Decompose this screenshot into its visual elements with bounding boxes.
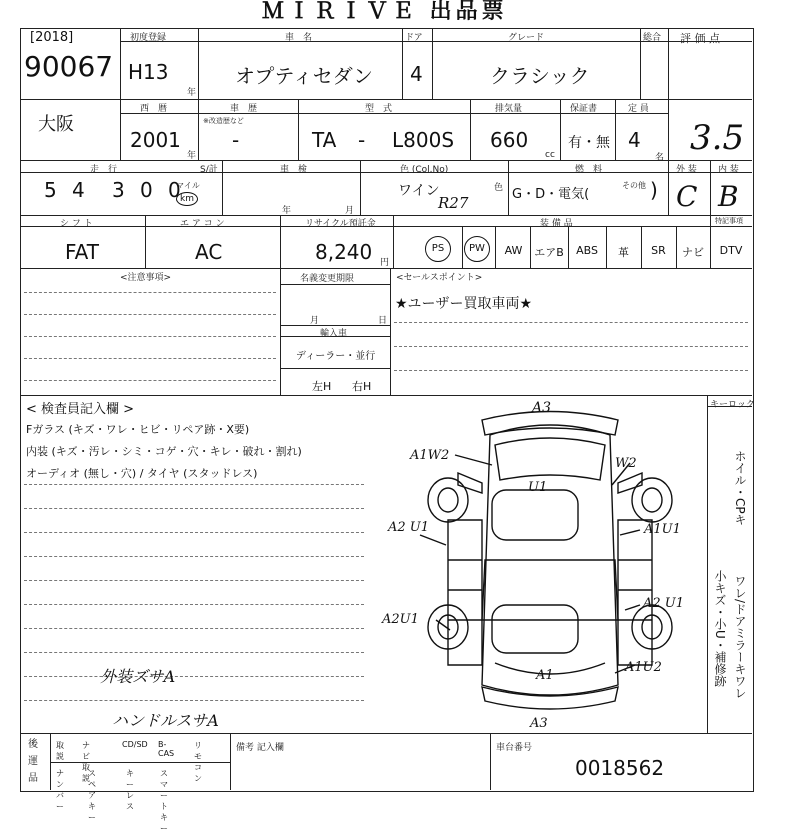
interior-grade: B — [718, 180, 739, 213]
label-car-history-sub: ※改造歴など — [203, 117, 244, 125]
accessory-keyless: キーレス — [126, 769, 134, 811]
label-name-change: 名義変更期限 — [300, 274, 355, 284]
inspector-header: < 検査員記入欄 > — [26, 402, 135, 417]
damage-mark-rear-quarter: A1U2 — [625, 660, 662, 675]
label-score: 評 価 点 — [680, 32, 720, 45]
label-mileage: 走 行 — [90, 165, 118, 175]
label-people: 名 — [655, 153, 665, 163]
model-year-value: 2001 — [130, 128, 181, 152]
right-vertical-2: ワレ/ドアミラーキワレ — [733, 575, 747, 700]
label-fuel-other: その他 — [622, 181, 646, 190]
label-model-year: 西 暦 — [140, 104, 168, 114]
label-door: ドア — [405, 33, 423, 43]
accessory-plate: ナンバー — [56, 769, 64, 811]
accessory-cd-sd: CD/SD — [122, 740, 148, 749]
mileage-unit-km: km — [176, 192, 198, 206]
label-type: 型 式 — [365, 104, 393, 114]
equipment-dtv: DTV — [719, 244, 743, 257]
right-vertical-1: ホイル・CPキ — [733, 450, 747, 526]
label-cc: cc — [545, 150, 555, 160]
right-vertical-3: 小キズ・小U・補修跡 — [713, 570, 727, 687]
recycle-value: 8,240 — [315, 240, 373, 264]
equipment-navi: ナビ — [682, 246, 704, 259]
equipment-leather: 革 — [618, 246, 629, 259]
label-keylock: キーロック — [710, 400, 755, 410]
accessory-navi-manual: ナビ取説 — [82, 741, 90, 783]
warranty-value: 有・無 — [568, 135, 610, 151]
label-fuel: 燃 料 — [575, 165, 603, 175]
damage-mark-mirror-right: W2 — [615, 456, 637, 471]
label-mileage-sub: S/計 — [200, 165, 218, 175]
label-car-history: 車 歴 — [230, 104, 258, 114]
color-code: R27 — [438, 194, 469, 212]
accessory-bcas: B-CAS — [158, 740, 175, 758]
fuel-value: G・D・電気( — [512, 187, 590, 202]
damage-mark-roof: U1 — [528, 480, 548, 495]
label-nen-3: 年 — [282, 206, 292, 216]
equipment-abs: ABS — [576, 244, 598, 257]
label-name: 車 名 — [285, 33, 313, 43]
document-title: ＭＩＲＩＶＥ 出品票 — [262, 0, 508, 24]
accessory-spare-key: スペアキー — [88, 769, 96, 822]
lot-location: 大阪 — [38, 114, 74, 135]
label-inspection: 車 検 — [280, 165, 308, 175]
damage-mark-rear-right: A2 U1 — [643, 596, 685, 611]
equipment-airbag: エアB — [534, 246, 564, 259]
damage-mark-bumper-rear: A3 — [530, 716, 548, 731]
notes-header: <注意事項> — [120, 273, 172, 283]
equipment-pw: PW — [464, 236, 490, 262]
accessory-remote: リモコン — [194, 741, 202, 783]
label-displacement: 排気量 — [495, 104, 523, 114]
sales-points-header: <セールスポイント> — [396, 273, 483, 283]
damage-mark-front-left: A1W2 — [410, 448, 450, 463]
dealer-option: ディーラー・並行 — [296, 351, 376, 362]
label-import: 輸入車 — [320, 329, 348, 339]
vehicle-name: オプティセダン — [235, 64, 373, 88]
type-prefix: TA — [312, 128, 337, 152]
shift-value: FAT — [65, 240, 100, 264]
car-diagram — [400, 395, 700, 735]
inspector-line-1: Fガラス (キズ・ワレ・ヒビ・リペア跡・X要) — [26, 423, 250, 436]
type-code: L800S — [392, 128, 455, 152]
damage-mark-top: A3 — [532, 400, 552, 416]
mileage-digit: 4 — [72, 178, 85, 202]
label-shift: シ フ ト — [60, 219, 93, 229]
lot-number: 90067 — [24, 50, 114, 83]
equipment-sr: SR — [651, 244, 666, 257]
drive-left: 左H — [312, 380, 332, 393]
label-tsuki: 月 — [345, 206, 355, 216]
label-points-short: 総合 — [643, 33, 662, 43]
exterior-grade: C — [676, 180, 698, 213]
damage-mark-left-door: A2 U1 — [388, 520, 430, 535]
capacity-value: 4 — [628, 128, 641, 152]
damage-mark-rear: A1 — [536, 668, 554, 683]
label-aircon: エ ア コ ン — [180, 219, 225, 229]
label-warranty: 保証書 — [570, 104, 598, 114]
label-interior: 内 装 — [718, 165, 739, 175]
mileage-digit: 0 — [168, 178, 181, 202]
equipment-aw: AW — [504, 244, 523, 257]
label-capacity: 定 員 — [628, 104, 649, 114]
label-grade: グレード — [508, 33, 545, 43]
handwritten-note-1: 外装ズサA — [100, 667, 176, 686]
drive-right: 右H — [352, 380, 372, 393]
damage-mark-rear-left: A2U1 — [382, 612, 419, 627]
label-nen: 年 — [187, 88, 197, 98]
bottom-notes-label: 備考 記入欄 — [236, 743, 284, 753]
chassis-label: 車台番号 — [496, 743, 533, 753]
label-yen: 円 — [380, 258, 390, 268]
label-special-equipment: 特記事項 — [715, 217, 743, 225]
accessory-manual: 取説 — [56, 741, 64, 761]
label-equipment: 装 備 品 — [540, 219, 573, 229]
bottom-row-header: 後 運 品 — [28, 739, 38, 784]
grade-value: クラシック — [490, 64, 590, 88]
damage-mark-right-door: A1U1 — [644, 522, 681, 537]
label-iro: 色 — [494, 183, 504, 193]
mileage-digit: 0 — [140, 178, 153, 202]
inspector-line-3: オーディオ (無し・穴) / タイヤ (スタッドレス) — [26, 467, 258, 480]
color-value: ワイン — [398, 183, 440, 199]
sales-point: ★ユーザー買取車両★ — [395, 296, 533, 312]
door-count: 4 — [410, 62, 423, 86]
accessory-smartkey: スマートキー — [160, 769, 168, 833]
displacement-value: 660 — [490, 128, 529, 152]
mileage-digit: 3 — [112, 178, 125, 202]
label-day: 日 — [378, 316, 388, 326]
score-value: 3.5 — [690, 118, 745, 158]
type-dash: - — [358, 128, 366, 152]
lot-year: [2018] — [30, 30, 74, 45]
label-color: 色 (Col.No) — [400, 165, 449, 175]
aircon-value: AC — [195, 240, 223, 264]
mileage-unit-top: マイル — [176, 181, 200, 190]
label-month: 月 — [310, 316, 320, 326]
mileage-digit: 5 — [44, 178, 57, 202]
label-exterior: 外 装 — [676, 165, 697, 175]
inspector-line-2: 内装 (キズ・汚レ・シミ・コゲ・穴・キレ・破れ・割れ) — [26, 445, 302, 458]
car-history-value: - — [232, 128, 240, 152]
handwritten-note-2: ハンドルスサA — [112, 711, 219, 730]
label-recycle: リサイクル預託金 — [305, 219, 376, 229]
first-reg-value: H13 — [128, 60, 169, 84]
equipment-ps: PS — [425, 236, 451, 262]
label-first-reg: 初度登録 — [130, 33, 167, 43]
label-nen-2: 年 — [187, 151, 197, 161]
chassis-number: 0018562 — [575, 756, 665, 780]
